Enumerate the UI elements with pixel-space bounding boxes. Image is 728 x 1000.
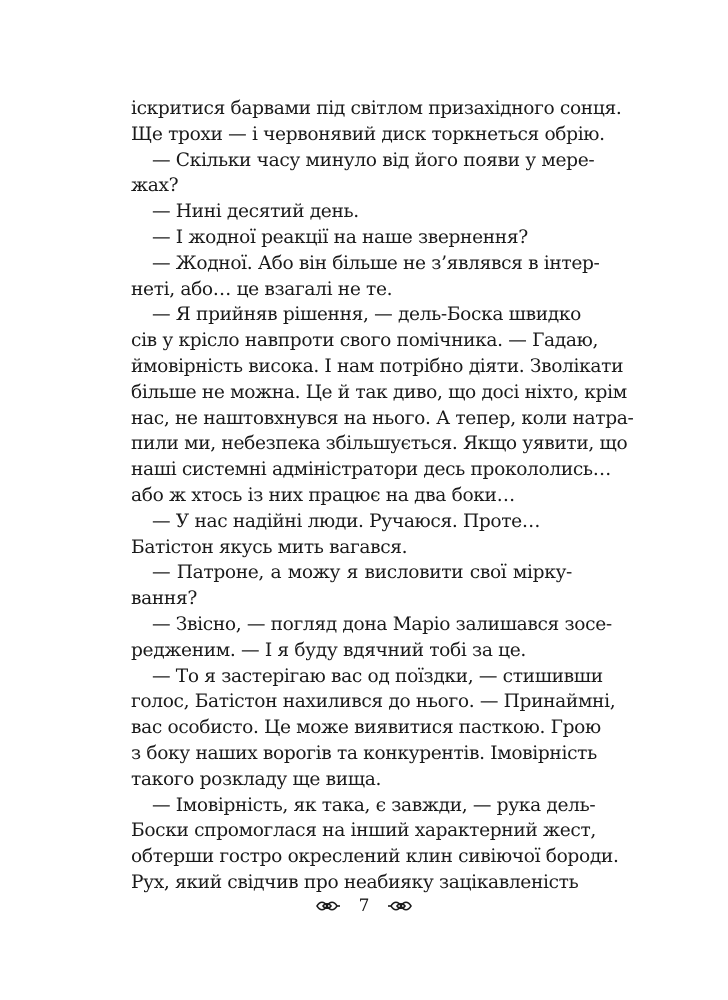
text-line: — Жодної. Або він більше не з’являвся в інтер- [152,252,600,274]
text-line: ймовірність висока. І нам потрібно діяти. Зволікати [131,355,624,377]
text-line: вання? [131,588,197,610]
text-line: — Нині десятий день. [152,201,359,223]
text-line: такого розкладу ще вища. [131,768,382,790]
text-line: — У нас надійні люди. Ручаюся. Проте… [152,510,541,532]
text-line: іскритися барвами під світлом призахідного сонця. [131,98,622,119]
text-line: з боку наших ворогів та конкурентів. Імовірність [131,742,597,764]
text-line: — Імовірність, як така, є завжди, — рука дель- [152,794,596,816]
text-line: Ще трохи — і червонявий диск торкнеться обрію. [131,123,605,145]
body-text [131,96,634,896]
text-line: — Я прийняв рішення, — дель-Боска швидко [152,304,581,326]
text-line: — Звісно, — погляд дона Маріо залишався зосе- [152,613,612,635]
text-line: наші системні адміністратори десь прокололись… [131,459,611,481]
knot-ornament-right-icon [387,900,413,912]
text-line: або ж хтось із них працює на два боки… [131,484,515,506]
text-line: Батістон якусь мить вагався. [131,536,408,558]
text-line: редженим. — І я буду вдячний тобі за це. [131,639,526,661]
text-line: неті, або… це взагалі не те. [131,278,393,300]
knot-ornament-left-icon [315,900,341,912]
text-line: — І жодної реакції на наше звернення? [152,226,528,248]
text-line: нас, не наштовхнувся на нього. А тепер, коли натра- [131,407,634,429]
text-line: — Патроне, а можу я висловити свої мірку- [152,562,572,584]
text-line: пили ми, небезпека збільшується. Якщо уявити, що [131,433,628,455]
page-folio [0,893,728,918]
text-line: більше не можна. Це й так диво, що досі ніхто, крім [131,381,627,403]
text-line: голос, Батістон нахилився до нього. — Принаймні, [131,691,616,713]
text-line: жах? [131,175,179,197]
text-line: сів у крісло навпроти свого помічника. — Гадаю, [131,330,599,352]
text-line: вас особисто. Це може виявитися пасткою. Грою [131,717,601,739]
page-number: 7 [358,895,370,916]
text-line: обтерши гостро окреслений клин сивіючої бороди. [131,846,619,868]
text-line: — То я застерігаю вас од поїздки, — стишивши [152,665,603,687]
text-line: Боски спромоглася на інший характерний жест, [131,820,596,842]
text-line: Рух, який свідчив про неабияку зацікавленість [131,871,579,893]
text-line: — Скільки часу минуло від його появи у мере- [152,149,595,171]
